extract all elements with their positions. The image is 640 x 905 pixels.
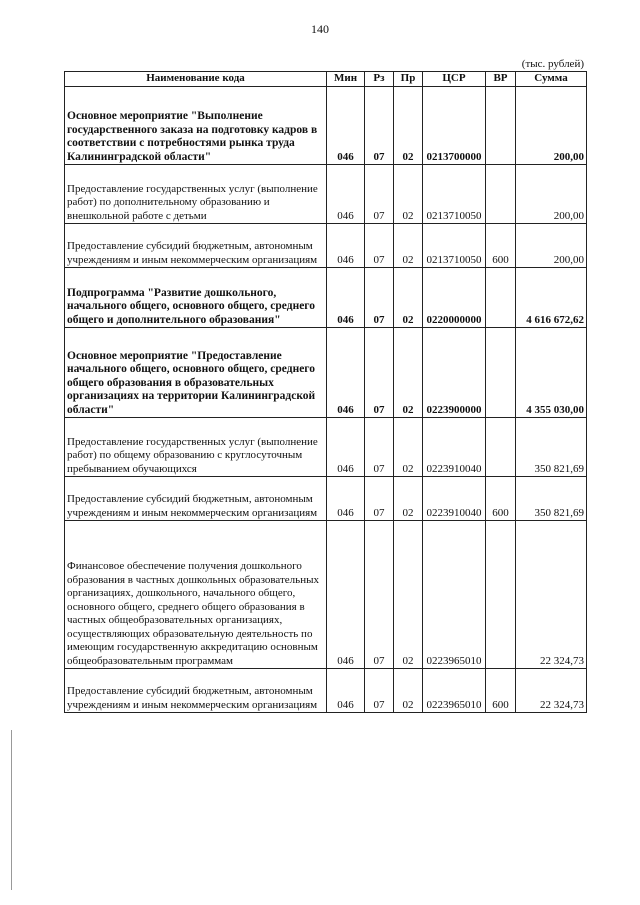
row-name: Подпрограмма "Развитие дошкольного, начального общего, основного общего, среднего общего и дополнительного образования" xyxy=(65,268,327,328)
row-name: Предоставление государственных услуг (выполнение работ) по общему образованию с круглосуточным пребыванием обучающихся xyxy=(65,418,327,477)
row-csr: 0223910040 xyxy=(423,477,486,521)
row-rz: 07 xyxy=(365,477,394,521)
row-csr: 0220000000 xyxy=(423,268,486,328)
row-name: Финансовое обеспечение получения дошкольного образования в частных дошкольных образовательных организациях, дошкольного, начального общего, основного общего, среднего общего образования в частных общеобразовательных организациях, осуществляющих образовательную деятельность по имеющим государственную аккредитацию основным общеобразовательным программам xyxy=(65,521,327,669)
row-sum: 350 821,69 xyxy=(516,477,587,521)
row-sum: 350 821,69 xyxy=(516,418,587,477)
header-min: Мин xyxy=(327,72,365,87)
row-min: 046 xyxy=(327,477,365,521)
header-name: Наименование кода xyxy=(65,72,327,87)
units-label: (тыс. рублей) xyxy=(521,58,584,70)
row-csr: 0223965010 xyxy=(423,521,486,669)
row-min: 046 xyxy=(327,268,365,328)
row-vr xyxy=(486,268,516,328)
row-csr: 0223965010 xyxy=(423,669,486,713)
row-pr: 02 xyxy=(394,268,423,328)
row-min: 046 xyxy=(327,418,365,477)
row-rz: 07 xyxy=(365,224,394,268)
row-sum: 200,00 xyxy=(516,87,587,165)
row-sum: 22 324,73 xyxy=(516,521,587,669)
table-row xyxy=(65,268,587,328)
row-vr: 600 xyxy=(486,477,516,521)
row-csr: 0213710050 xyxy=(423,224,486,268)
row-vr xyxy=(486,521,516,669)
row-rz: 07 xyxy=(365,418,394,477)
table-row xyxy=(65,669,587,713)
row-csr: 0223900000 xyxy=(423,328,486,418)
header-pr: Пр xyxy=(394,72,423,87)
row-vr: 600 xyxy=(486,224,516,268)
row-name: Предоставление государственных услуг (выполнение работ) по дополнительному образованию и внешкольной работе с детьми xyxy=(65,165,327,224)
row-sum: 4 355 030,00 xyxy=(516,328,587,418)
row-name: Предоставление субсидий бюджетным, автономным учреждениям и иным некоммерческим организациям xyxy=(65,224,327,268)
row-rz: 07 xyxy=(365,328,394,418)
row-pr: 02 xyxy=(394,521,423,669)
row-min: 046 xyxy=(327,328,365,418)
row-min: 046 xyxy=(327,165,365,224)
header-rz: Рз xyxy=(365,72,394,87)
row-rz: 07 xyxy=(365,87,394,165)
row-rz: 07 xyxy=(365,165,394,224)
table-row xyxy=(65,224,587,268)
header-csr: ЦСР xyxy=(423,72,486,87)
row-pr: 02 xyxy=(394,477,423,521)
row-pr: 02 xyxy=(394,224,423,268)
row-sum: 200,00 xyxy=(516,224,587,268)
row-name: Основное мероприятие "Предоставление начального общего, основного общего, среднего общего образования в образовательных организациях на территории Калининградской области" xyxy=(65,328,327,418)
row-rz: 07 xyxy=(365,268,394,328)
row-vr: 600 xyxy=(486,669,516,713)
budget-table xyxy=(64,71,587,713)
row-sum: 22 324,73 xyxy=(516,669,587,713)
table-row xyxy=(65,521,587,669)
row-sum: 200,00 xyxy=(516,165,587,224)
row-csr: 0223910040 xyxy=(423,418,486,477)
row-name: Основное мероприятие "Выполнение государственного заказа на подготовку кадров в соответствии с потребностями рынка труда Калининградской области" xyxy=(65,87,327,165)
row-pr: 02 xyxy=(394,418,423,477)
row-vr xyxy=(486,328,516,418)
row-min: 046 xyxy=(327,224,365,268)
row-min: 046 xyxy=(327,669,365,713)
row-min: 046 xyxy=(327,87,365,165)
table-row xyxy=(65,165,587,224)
table-row xyxy=(65,477,587,521)
table-row xyxy=(65,328,587,418)
row-csr: 0213700000 xyxy=(423,87,486,165)
header-vr: ВР xyxy=(486,72,516,87)
row-pr: 02 xyxy=(394,165,423,224)
page-number: 140 xyxy=(311,22,329,36)
scan-edge-mark xyxy=(11,730,12,890)
row-rz: 07 xyxy=(365,669,394,713)
row-pr: 02 xyxy=(394,87,423,165)
row-rz: 07 xyxy=(365,521,394,669)
table-row xyxy=(65,87,587,165)
row-name: Предоставление субсидий бюджетным, автономным учреждениям и иным некоммерческим организациям xyxy=(65,669,327,713)
row-vr xyxy=(486,87,516,165)
row-min: 046 xyxy=(327,521,365,669)
header-sum: Сумма xyxy=(516,72,587,87)
row-sum: 4 616 672,62 xyxy=(516,268,587,328)
row-pr: 02 xyxy=(394,328,423,418)
row-name: Предоставление субсидий бюджетным, автономным учреждениям и иным некоммерческим организациям xyxy=(65,477,327,521)
row-vr xyxy=(486,418,516,477)
table-row xyxy=(65,418,587,477)
table-header-row xyxy=(65,72,587,87)
row-csr: 0213710050 xyxy=(423,165,486,224)
row-vr xyxy=(486,165,516,224)
row-pr: 02 xyxy=(394,669,423,713)
